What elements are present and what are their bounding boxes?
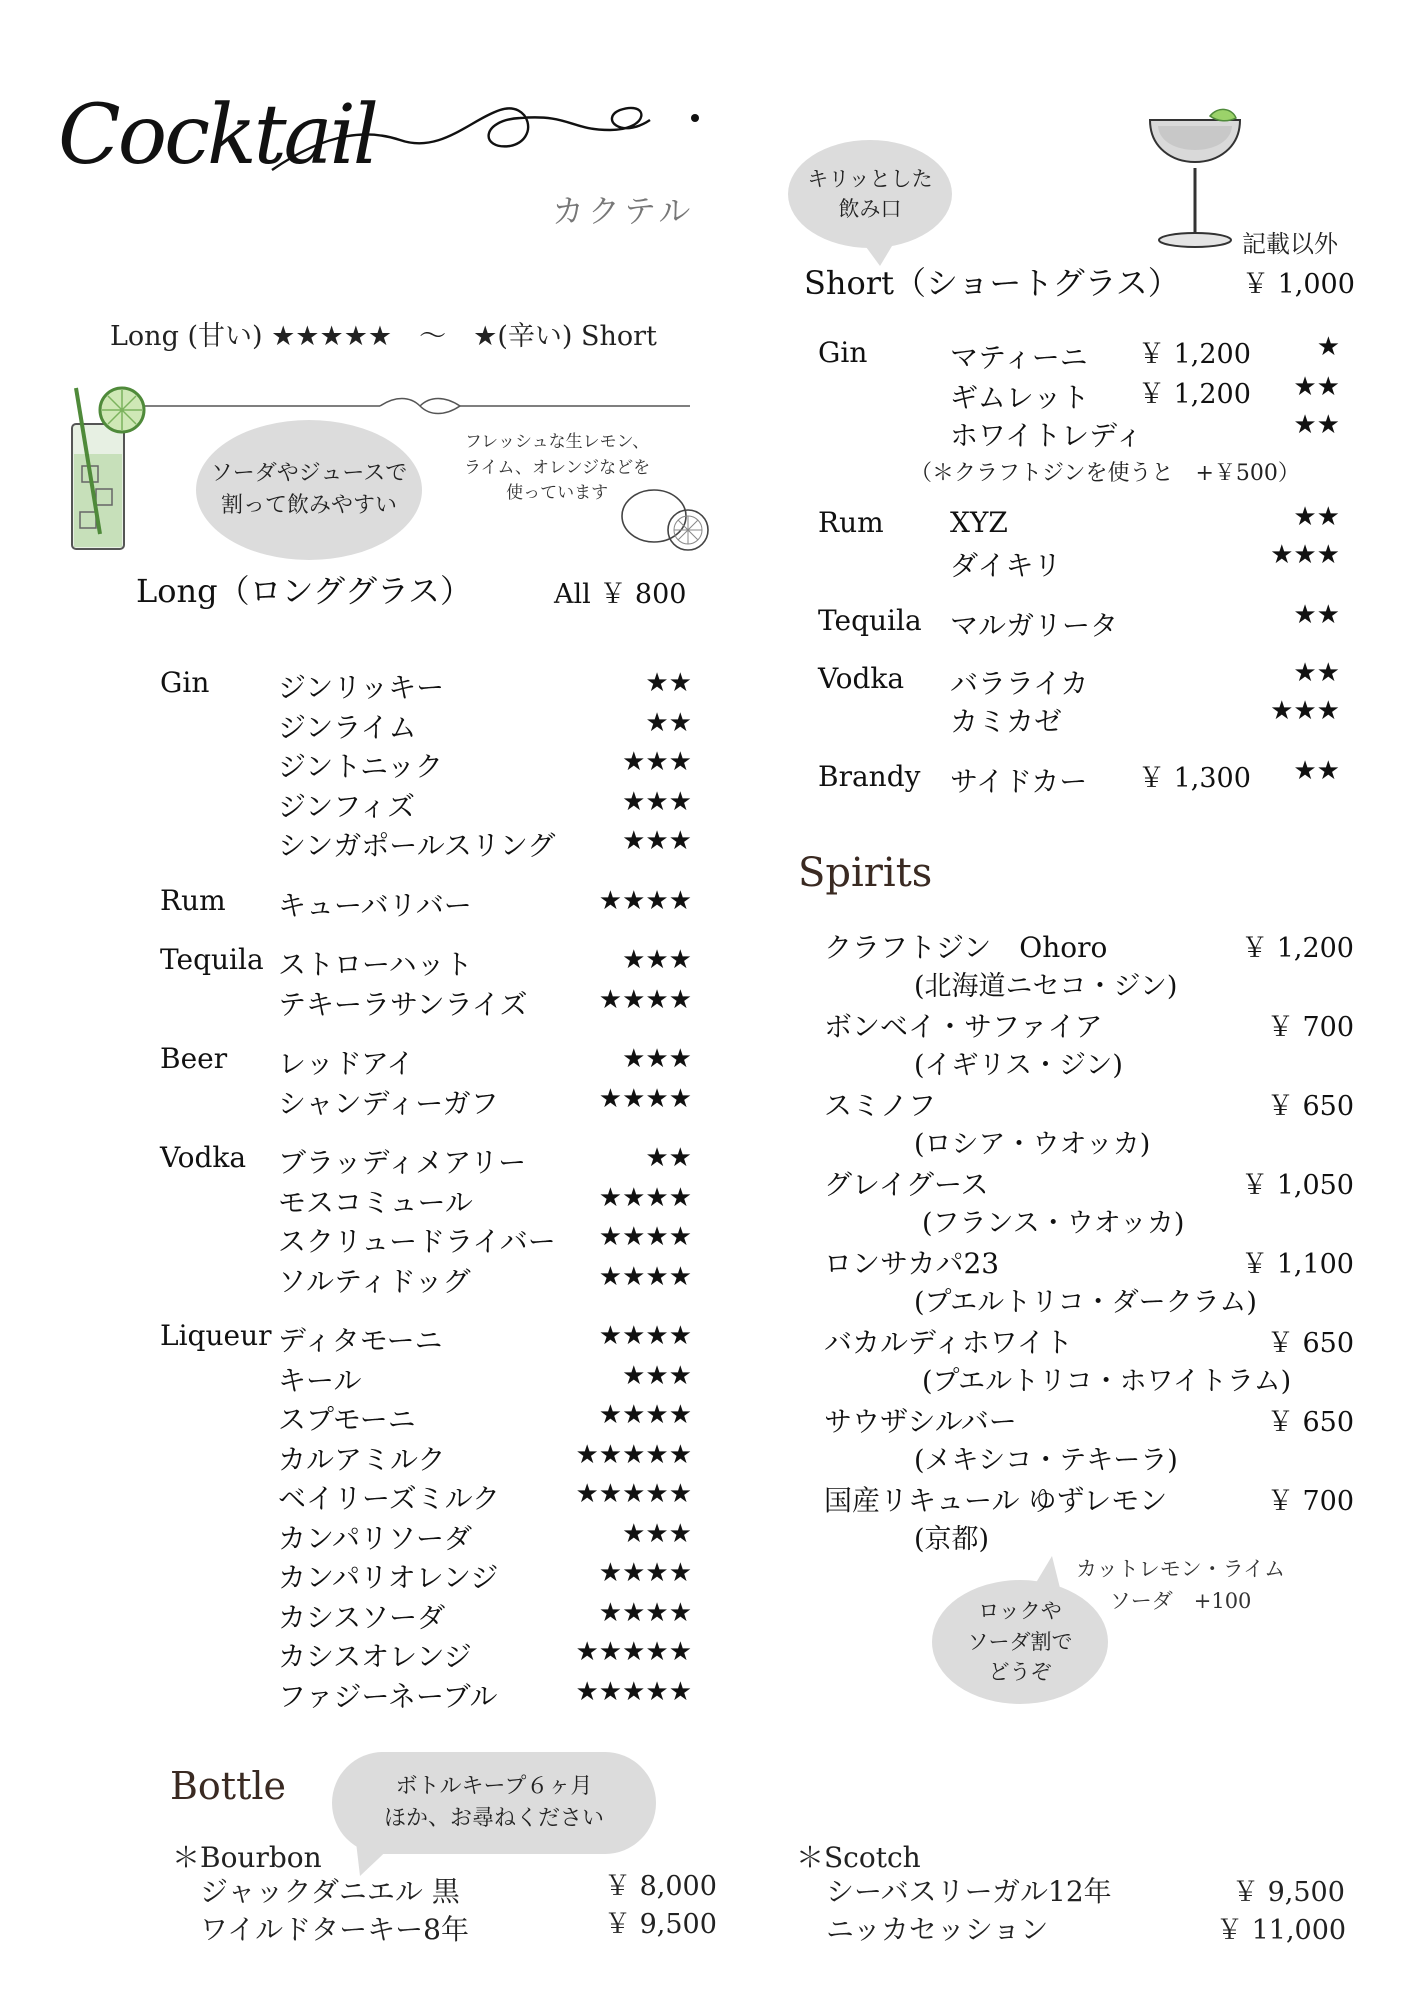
- long-bubble: [196, 420, 422, 560]
- long-base-gin: Gin: [160, 666, 210, 699]
- long-cocktail-name: シャンディーガフ: [278, 1086, 499, 1120]
- long-cocktail-stars: ★★: [645, 1143, 692, 1173]
- cocktail-kana-subtitle: カクテル: [552, 192, 695, 230]
- long-base-vodka: Vodka: [160, 1141, 247, 1174]
- long-cocktail-stars: ★★★: [622, 1360, 692, 1391]
- spirit-name: サウザシルバー: [824, 1405, 1017, 1438]
- rock-soda-bubble-tail: [1028, 1556, 1062, 1596]
- long-cocktail-name: シンガポールスリング: [278, 829, 556, 862]
- spirit-price: ￥ 700: [1266, 1012, 1354, 1043]
- short-cocktail-name: ギムレット: [950, 381, 1090, 414]
- craft-gin-note: （＊クラフトジンを使うと +￥500）: [910, 461, 1300, 486]
- cocktail-script-title: Cocktail: [58, 88, 377, 183]
- short-base-gin: Gin: [818, 336, 868, 369]
- scotch-item-price: ￥ 9,500: [1232, 1877, 1345, 1908]
- rock-soda-bubble-text: ロックや ソーダ割で どうぞ: [967, 1599, 1073, 1685]
- spirit-origin: (メキシコ・テキーラ): [914, 1445, 1178, 1476]
- long-cocktail-stars: ★★★: [622, 786, 692, 817]
- long-cocktail-stars: ★★★★: [598, 1261, 692, 1292]
- short-cocktail-stars: ★★★: [1270, 540, 1340, 570]
- spirit-origin: (北海道ニセコ・ジン): [914, 971, 1178, 1002]
- long-cocktail-stars: ★★★★: [598, 885, 692, 916]
- spirit-price: ￥ 650: [1266, 1407, 1354, 1438]
- long-heading: Long（ロンググラス）: [136, 572, 473, 610]
- short-cocktail-name: ホワイトレディ: [950, 419, 1143, 452]
- short-cocktail-stars: ★★: [1293, 372, 1340, 402]
- long-cocktail-stars: ★★★★★: [575, 1439, 692, 1470]
- long-base-liqueur: Liqueur: [160, 1319, 272, 1352]
- spirit-name: スミノフ: [824, 1089, 937, 1122]
- long-cocktail-name: ストローハット: [278, 948, 473, 981]
- long-cocktail-name: カルアミルク: [278, 1442, 446, 1476]
- bourbon-label: ＊Bourbon: [172, 1841, 322, 1874]
- spirits-heading: Spirits: [798, 850, 933, 896]
- short-base-brandy: Brandy: [818, 760, 921, 793]
- mixer-note: カットレモン・ライム ソーダ +100: [1076, 1557, 1286, 1613]
- short-cocktail-price: ￥ 1,300: [1138, 763, 1251, 794]
- long-cocktail-name: カシスオレンジ: [278, 1640, 472, 1673]
- long-cocktail-name: ファジーネーブル: [278, 1679, 498, 1713]
- spirit-origin: (プエルトリコ・ホワイトラム): [922, 1366, 1292, 1397]
- long-cocktail-stars: ★★★★★: [575, 1479, 692, 1509]
- long-bubble-text: ソーダやジュースで 割って飲みやすい: [210, 461, 408, 518]
- short-base-rum: Rum: [818, 506, 884, 539]
- short-bubble-text: キリッとした 飲み口: [807, 166, 933, 221]
- short-cocktail-stars: ★: [1316, 332, 1340, 362]
- ornament-divider: [120, 396, 690, 416]
- short-cocktail-stars: ★★: [1293, 600, 1340, 630]
- long-cocktail-name: カンパリオレンジ: [278, 1561, 499, 1594]
- long-cocktail-stars: ★★★★: [598, 1400, 692, 1430]
- long-cocktail-name: テキーラサンライズ: [278, 987, 528, 1021]
- long-cocktail-stars: ★★: [645, 707, 692, 738]
- short-cocktail-stars: ★★: [1293, 502, 1340, 532]
- long-cocktail-name: スプモーニ: [278, 1403, 416, 1436]
- short-cocktail-name: マルガリータ: [950, 609, 1119, 642]
- long-cocktail-stars: ★★: [645, 668, 692, 698]
- long-cocktail-stars: ★★★★: [598, 1083, 692, 1114]
- long-cocktail-stars: ★★★★: [598, 1558, 692, 1588]
- short-cocktail-price: ￥ 1,200: [1138, 339, 1251, 370]
- long-cocktail-stars: ★★★★: [598, 1222, 692, 1252]
- bottle-keep-bubble-text: ボトルキープ６ヶ月 ほか、お尋ねください: [383, 1774, 604, 1831]
- long-cocktail-stars: ★★★★★: [575, 1676, 692, 1707]
- spirit-origin: (京都): [914, 1524, 990, 1555]
- long-cocktail-name: キューバリバー: [278, 888, 472, 922]
- long-cocktail-name: カシスソーダ: [278, 1600, 446, 1634]
- long-cocktail-stars: ★★★★: [598, 1182, 692, 1213]
- swirl-flourish-icon: [270, 90, 710, 200]
- long-cocktail-stars: ★★★: [622, 1044, 692, 1074]
- long-cocktail-name: ジンフィズ: [278, 789, 416, 823]
- spirit-origin: (ロシア・ウオッカ): [914, 1129, 1151, 1160]
- long-cocktail-stars: ★★★★: [598, 1321, 692, 1351]
- long-cocktail-stars: ★★★★: [598, 1597, 692, 1628]
- fresh-citrus-note: フレッシュな生レモン、 ライム、オレンジなどを 使っています: [464, 432, 651, 503]
- short-cocktail-price: ￥ 1,200: [1138, 379, 1251, 410]
- long-base-rum: Rum: [160, 883, 226, 917]
- short-cocktail-stars: ★★: [1293, 756, 1340, 786]
- spirit-price: ￥ 1,100: [1241, 1249, 1354, 1280]
- short-cocktail-name: マティーニ: [950, 341, 1088, 374]
- long-cocktail-name: ソルティドッグ: [278, 1264, 471, 1298]
- bourbon-item-name: ワイルドターキー8年: [200, 1913, 469, 1946]
- short-base-vodka: Vodka: [818, 662, 905, 695]
- lemon-icon: [616, 478, 716, 558]
- long-cocktail-name: レッドアイ: [278, 1047, 415, 1080]
- short-cocktail-name: ダイキリ: [950, 549, 1062, 582]
- long-base-tequila: Tequila: [160, 943, 264, 976]
- long-cocktail-name: モスコミュール: [278, 1185, 473, 1219]
- long-cocktail-name: ベイリーズミルク: [278, 1482, 501, 1515]
- long-price: All ￥ 800: [554, 579, 687, 610]
- scotch-label: ＊Scotch: [796, 1841, 921, 1874]
- long-cocktail-stars: ★★★: [622, 826, 692, 856]
- spirit-price: ￥ 650: [1266, 1091, 1354, 1122]
- spirit-price: ￥ 700: [1266, 1486, 1354, 1517]
- short-heading: Short（ショートグラス）: [804, 264, 1180, 302]
- long-cocktail-name: ジンリッキー: [278, 671, 445, 704]
- short-bubble: [788, 140, 952, 248]
- rock-soda-bubble: [932, 1580, 1108, 1704]
- spirit-origin: (プエルトリコ・ダークラム): [914, 1287, 1257, 1318]
- bourbon-item-price: ￥ 8,000: [604, 1871, 717, 1902]
- long-cocktail-stars: ★★★: [622, 747, 692, 777]
- short-cocktail-stars: ★★: [1293, 658, 1340, 688]
- long-cocktail-name: ディタモーニ: [278, 1324, 443, 1357]
- bourbon-item-price: ￥ 9,500: [604, 1909, 717, 1940]
- short-cocktail-stars: ★★★: [1270, 696, 1340, 726]
- spirit-name: バカルディホワイト: [824, 1326, 1073, 1359]
- scotch-item-price: ￥ 11,000: [1216, 1915, 1347, 1946]
- long-cocktail-name: ブラッディメアリー: [278, 1146, 527, 1179]
- long-cocktail-name: スクリュードライバー: [278, 1225, 556, 1258]
- spirit-origin: (フランス・ウオッカ): [922, 1208, 1185, 1239]
- short-base-tequila: Tequila: [818, 604, 922, 637]
- short-cocktail-name: バラライカ: [950, 667, 1089, 700]
- long-glass-icon: [62, 384, 152, 554]
- long-cocktail-stars: ★★★★★: [575, 1637, 692, 1667]
- long-cocktail-stars: ★★★★: [598, 984, 692, 1015]
- spirit-name: 国産リキュール ゆずレモン: [824, 1484, 1168, 1517]
- spirit-price: ￥ 1,050: [1241, 1170, 1354, 1201]
- scotch-item-name: シーバスリーガル12年: [826, 1875, 1112, 1908]
- bottle-keep-bubble: [332, 1752, 656, 1854]
- short-cocktail-name: サイドカー: [950, 765, 1088, 798]
- long-cocktail-name: カンパリソーダ: [278, 1521, 473, 1555]
- bourbon-item-name: ジャックダニエル 黒: [200, 1875, 460, 1908]
- spirit-name: グレイグース: [824, 1168, 989, 1201]
- long-cocktail-name: キール: [278, 1363, 362, 1397]
- spirit-name: ロンサカパ23: [824, 1247, 1000, 1280]
- short-cocktail-name: XYZ: [950, 506, 1008, 539]
- bottle-heading: Bottle: [170, 1764, 286, 1808]
- spirit-name: クラフトジン Ohoro: [824, 931, 1108, 964]
- spirit-origin: (イギリス・ジン): [914, 1050, 1123, 1081]
- other-items-label: 記載以外: [1242, 230, 1338, 258]
- short-cocktail-stars: ★★: [1293, 410, 1340, 440]
- long-base-beer: Beer: [160, 1042, 228, 1075]
- spirit-price: ￥ 650: [1266, 1328, 1354, 1359]
- short-cocktail-name: カミカゼ: [950, 705, 1063, 738]
- long-cocktail-stars: ★★★: [622, 1518, 692, 1549]
- martini-glass-icon: [1140, 106, 1250, 252]
- scotch-item-name: ニッカセッション: [826, 1913, 1049, 1946]
- sweetness-scale: Long (甘い) ★★★★★ ～ ★(辛い) Short: [110, 321, 657, 352]
- spirit-price: ￥ 1,200: [1241, 933, 1354, 964]
- long-cocktail-name: ジントニック: [278, 750, 444, 783]
- short-price: ￥ 1,000: [1242, 269, 1355, 300]
- long-cocktail-stars: ★★★: [622, 945, 692, 975]
- spirit-name: ボンベイ・サファイア: [824, 1010, 1103, 1043]
- long-cocktail-name: ジンライム: [278, 710, 417, 744]
